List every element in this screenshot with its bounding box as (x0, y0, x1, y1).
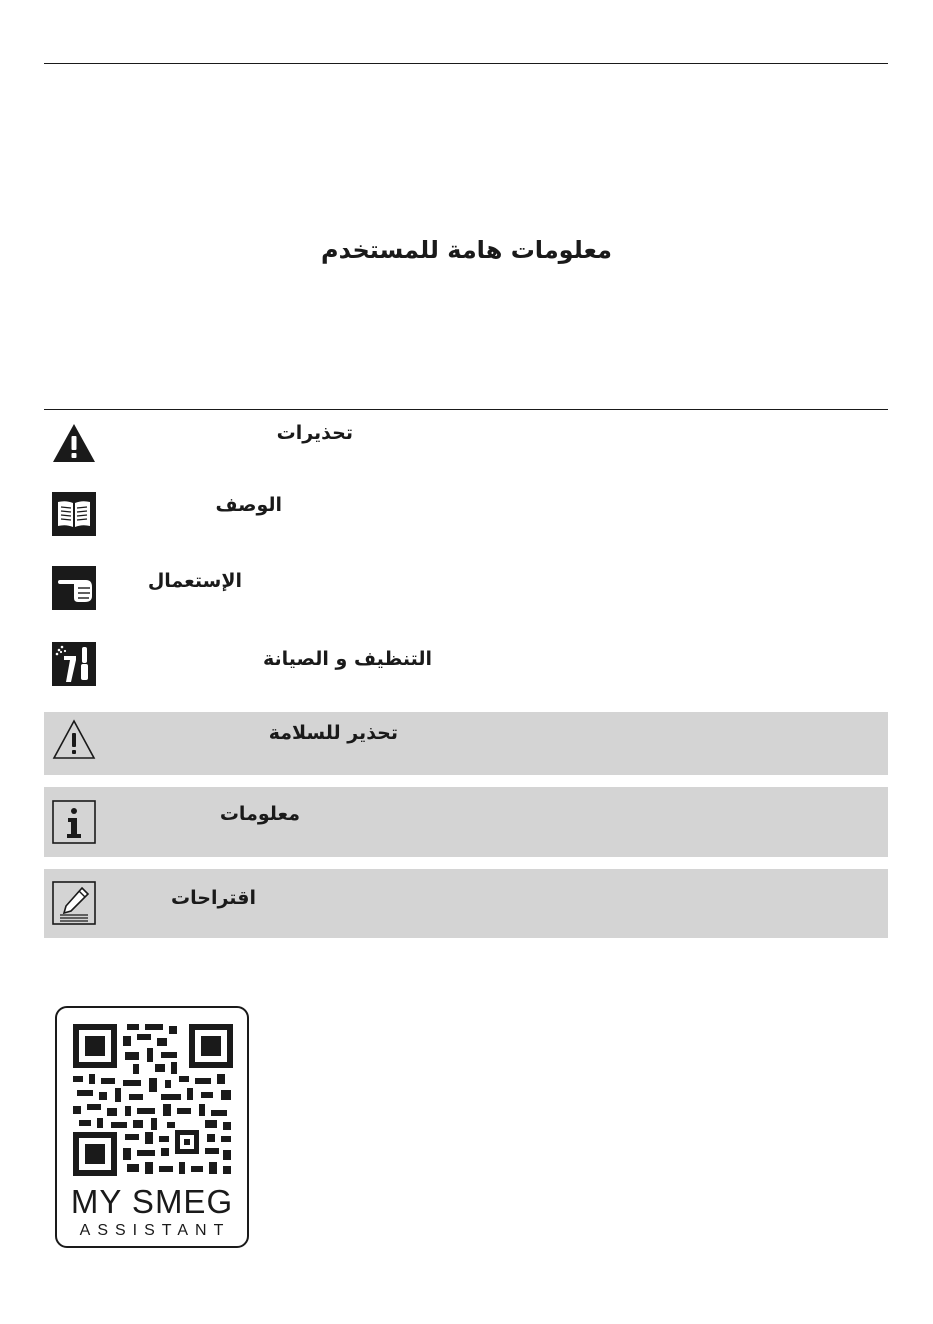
legend-row-advice (44, 869, 888, 938)
info-icon (52, 800, 96, 844)
legend-label-information: معلومات (219, 803, 300, 825)
warning-triangle-icon (52, 422, 96, 466)
my-smeg-assistant-qr[interactable] (55, 1006, 249, 1248)
legend-row-safety (44, 712, 888, 775)
legend-row-use (44, 558, 888, 632)
brand-name: MY SMEG (70, 1183, 234, 1220)
legend-label-advice: اقتراحات (171, 887, 256, 909)
legend-row-cleaning (44, 636, 888, 708)
qr-code-icon (71, 1022, 235, 1178)
pointing-hand-icon (52, 566, 96, 610)
pencil-icon (52, 881, 96, 925)
legend-label-use: الإستعمال (147, 570, 242, 592)
legend-row-warnings (44, 410, 888, 478)
legend-row-information (44, 787, 888, 857)
page-title: معلومات هامة للمستخدم (321, 236, 612, 264)
top-rule (44, 63, 888, 64)
legend-row-description (44, 482, 888, 554)
legend-label-safety: تحذير للسلامة (268, 722, 398, 744)
spray-and-tool-icon (52, 642, 96, 686)
legend-label-cleaning: التنظيف و الصيانة (262, 648, 432, 670)
legend-label-warnings: تحذيرات (276, 422, 353, 444)
brand-subtitle: ASSISTANT (79, 1222, 231, 1239)
legend-label-description: الوصف (215, 494, 282, 516)
open-book-icon (52, 492, 96, 536)
warning-outline-icon (52, 718, 96, 762)
